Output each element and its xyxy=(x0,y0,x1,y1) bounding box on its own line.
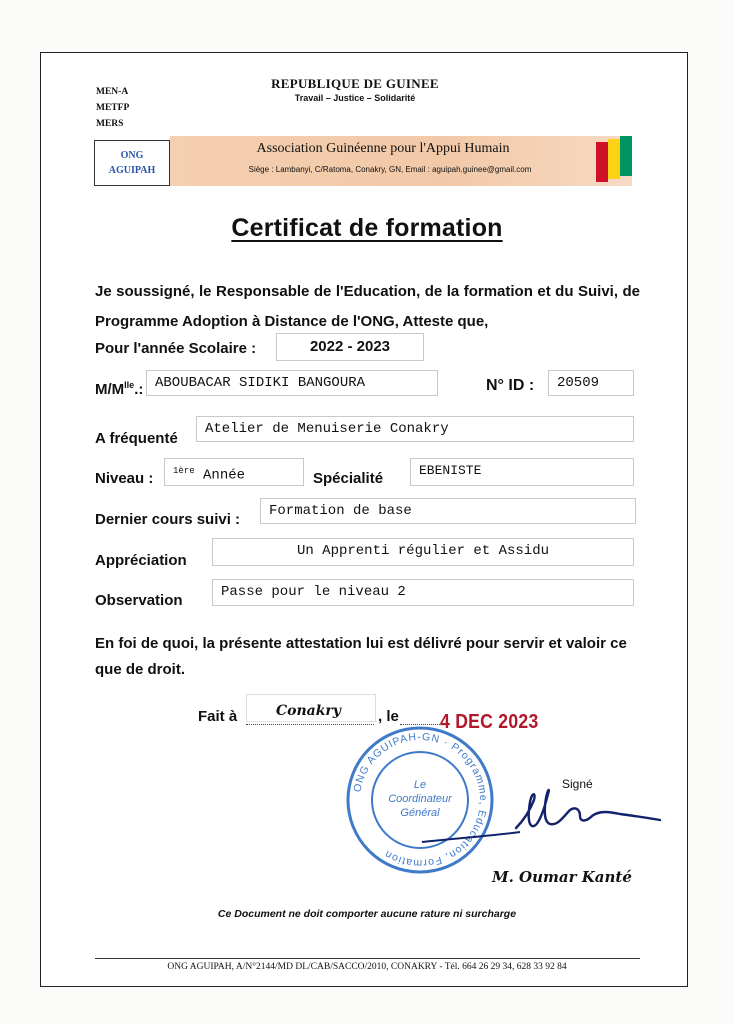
level-field xyxy=(164,458,304,486)
name-label xyxy=(95,380,143,398)
association-address: Siège : Lambanyi, C/Ratoma, Conakry, GN, Email : aguipah.guinee@gmail.com xyxy=(248,165,532,174)
ministry-line: MEN-A xyxy=(96,87,129,97)
name-label-colon: .: xyxy=(134,381,144,398)
handwritten-signature xyxy=(420,780,665,850)
flag-red-stripe xyxy=(596,142,608,182)
specialty-label: Spécialité xyxy=(313,470,384,487)
stamp-line3: Général xyxy=(400,807,440,819)
level-label: Niveau : xyxy=(95,470,154,487)
student-name-field: ABOUBACAR SIDIKI BANGOURA xyxy=(146,370,438,396)
ministry-line: MERS xyxy=(96,119,124,129)
disclaimer-text: Ce Document ne doit comporter aucune rature ni surcharge xyxy=(217,908,517,920)
ong-logo-line2: AGUIPAH xyxy=(108,165,156,176)
intro-paragraph: Je soussigné, le Responsable de l'Education, de la formation et du Suivi, de Programme Adoption à Distance de l'ONG, Atteste que, xyxy=(95,283,640,330)
footer-divider xyxy=(95,958,640,959)
stamp-line1: Le xyxy=(413,779,427,791)
republic-title: REPUBLIQUE DE GUINEE xyxy=(271,76,439,91)
association-name: Association Guinéenne pour l'Appui Humain xyxy=(256,141,510,156)
name-label-sup: lle xyxy=(124,380,135,390)
date-stamp: 4 DEC 2023 xyxy=(440,711,539,733)
level-value: Année xyxy=(203,467,246,484)
ong-logo xyxy=(94,140,170,186)
stamp-line2: Coordinateur xyxy=(388,793,452,805)
student-id-field: 20509 xyxy=(548,370,634,396)
stamp-outer-text: ONG AGUIPAH-GN · Programme, Education, Formation xyxy=(351,730,490,870)
ministries-list xyxy=(96,84,129,132)
observation-field: Passe pour le niveau 2 xyxy=(212,579,634,606)
place-value: Conakry xyxy=(276,703,341,719)
flag-green-stripe xyxy=(620,136,632,176)
specialty-field: EBENISTE xyxy=(410,458,634,486)
name-label-text: M/M xyxy=(95,381,125,398)
national-motto: Travail – Justice – Solidarité xyxy=(294,93,416,103)
signed-label: Signé xyxy=(562,777,593,791)
appreciation-field: Un Apprenti régulier et Assidu xyxy=(212,538,634,566)
certificate-title: Certificat de formation xyxy=(231,214,503,242)
fait-label: Fait à xyxy=(198,708,238,725)
signer-name: M. Oumar Kanté xyxy=(492,868,632,886)
last-course-field: Formation de base xyxy=(260,498,636,524)
school-year-label: Pour l'année Scolaire : xyxy=(95,340,257,357)
last-course-label: Dernier cours suivi : xyxy=(95,511,241,528)
footer-text: ONG AGUIPAH, A/N°2144/MD DL/CAB/SACCO/2010, CONAKRY - Tél. 664 26 29 34, 628 33 92 84 xyxy=(167,962,567,972)
id-label: N° ID : xyxy=(486,377,535,394)
closing-statement: En foi de quoi, la présente attestation lui est délivré pour servir et valoir ce que de droit. xyxy=(95,635,627,678)
ong-logo-line1: ONG xyxy=(120,150,144,161)
guinea-flag-icon xyxy=(596,136,632,182)
appreciation-label: Appréciation xyxy=(95,552,187,569)
school-year-field: 2022 - 2023 xyxy=(276,333,424,361)
flag-yellow-stripe xyxy=(608,139,620,179)
ministry-line: METFP xyxy=(96,103,130,113)
attended-label: A fréquenté xyxy=(95,430,178,447)
attended-field: Atelier de Menuiserie Conakry xyxy=(196,416,634,442)
level-sup: 1ère xyxy=(173,466,195,476)
observation-label: Observation xyxy=(95,592,183,609)
date-label: , le xyxy=(378,708,399,725)
